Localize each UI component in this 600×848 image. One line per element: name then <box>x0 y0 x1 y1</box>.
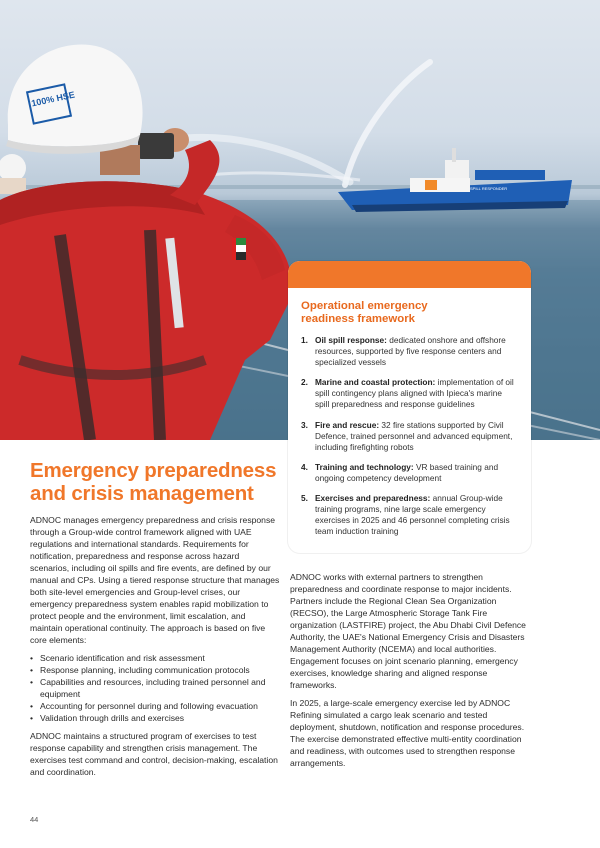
callout-list <box>301 335 518 537</box>
item-text: dedicated onshore and offshore resources, supported by five response centers and specialized vessels <box>315 335 506 368</box>
left-column <box>30 514 280 784</box>
list-item: • Capabilities and resources, including trained personnel and equipment <box>30 676 280 700</box>
item-text: annual Group-wide training programs, nine large scale emergency exercises in 2025 and 46 personnel completing crisis team induction training <box>315 493 510 537</box>
callout-item <box>301 335 518 368</box>
item-text: implementation of oil spill contingency plans aligned with Ipieca's marine spill preparedness and response guidelines <box>315 377 514 410</box>
vessel <box>338 148 572 212</box>
helmet-text: 100% HSE <box>30 89 76 109</box>
callout-accent-bar <box>288 261 531 288</box>
body-paragraph: ADNOC maintains a structured program of exercises to test response capability and strengthen crisis management. The exercises test command and control, decision-making, escalation and coordination. <box>30 731 278 777</box>
item-lead: Training and technology: <box>315 461 414 472</box>
item-number: 1. <box>301 335 308 345</box>
list-item: • Validation through drills and exercises <box>30 712 280 724</box>
core-elements-list <box>30 652 280 724</box>
callout-title: Operational emergency readiness framework <box>301 300 428 325</box>
callout-item <box>301 493 518 537</box>
list-item: • Scenario identification and risk assessment <box>30 652 280 664</box>
page-number: 44 <box>30 815 39 824</box>
body-paragraph: ADNOC works with external partners to strengthen preparedness and coordinate response to major incidents. Partners include the Regional Clean Sea Organization (RECSO), the Large Atmospheric Storage Tank Fire organization (LASTFIRE) project, the Abu Dhabi Civil Defence Authority, the UAE's National Emergency Crisis and Disasters Management Authority (NCEMA) and local authorities. Engagement focuses on joint scenario planning, emergency exercises, knowledge sharing and aligned response frameworks. <box>290 572 526 690</box>
item-number: 2. <box>301 377 308 388</box>
list-item: • Response planning, including communication protocols <box>30 664 280 676</box>
readiness-framework-box <box>288 261 531 553</box>
body-paragraph: ADNOC manages emergency preparedness and crisis response through a Group-wide control framework aligned with UAE regulations and international standards. Requirements for notification, preparedness and response across hazard scenarios, including oil spills and fire events, are defined by our manual and CPs. Using a tiered response structure that manages both site-level emergencies and Group-level crises, our emergency preparedness system enables rapid mobilization to protect people and the environment, limit escalation, and maintain operational continuity. The approach is based on five core elements: <box>30 515 280 645</box>
item-number: 5. <box>301 493 308 504</box>
callout-item <box>301 462 518 484</box>
callout-item <box>301 420 518 453</box>
section-heading: Emergency preparedness and crisis management <box>30 459 277 505</box>
item-text: VR based training and ongoing competency development <box>315 461 499 483</box>
item-lead: Marine and coastal protection: <box>315 377 436 388</box>
right-column <box>290 571 535 775</box>
item-lead: Oil spill response: <box>315 335 387 345</box>
item-lead: Fire and rescue: <box>315 419 380 430</box>
item-number: 3. <box>301 419 308 430</box>
body-paragraph: In 2025, a large-scale emergency exercise led by ADNOC Refining simulated a cargo leak scenario and tested deployment, shutdown, notification and response procedures. The exercise demonstrated effective multi-entity coordination and readiness, with outcomes used to strengthen response arrangements. <box>290 698 525 768</box>
vessel-name: SPILL RESPONDER <box>470 186 508 191</box>
callout-item <box>301 377 518 410</box>
item-number: 4. <box>301 461 308 472</box>
list-item: • Accounting for personnel during and following evacuation <box>30 700 280 712</box>
hse-helmet <box>6 44 143 153</box>
item-lead: Exercises and preparedness: <box>315 493 431 504</box>
item-text: 32 fire stations supported by Civil Defence, trained personnel and advanced equipment, including firefighting robots <box>315 419 513 452</box>
